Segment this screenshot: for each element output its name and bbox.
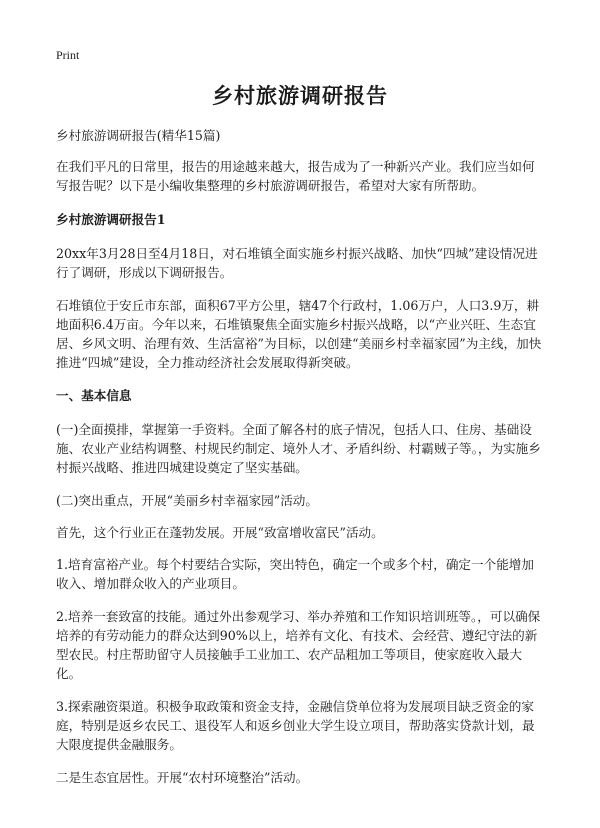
- paragraph-ecological-livability: 二是生态宜居性。开展“农村环境整治”活动。: [56, 770, 309, 785]
- intro-paragraph: 在我们平凡的日常里，报告的用途越来越大，报告成为了一种新兴产业。我们应当如何写报告呢？以下是小编收集整理的乡村旅游调研报告，希望对大家有所帮助。: [56, 159, 535, 193]
- report-heading: 乡村旅游调研报告1: [56, 212, 166, 227]
- paragraph-survey-period: 20xx年3月28日至4月18日，对石堆镇全面实施乡村振兴战略、加快“四城”建设情况进行了调研，形成以下调研报告。: [56, 246, 538, 280]
- list-item-financing-channels: 3.探索融资渠道。积极争取政策和资金支持，金融信贷单位将为发展项目缺乏资金的家庭，特别是返乡农民工、退役军人和返乡创业大学生设立项目，帮助落实贷款计划，最大限度提供金融服务。: [56, 699, 535, 752]
- section-heading-basic-info: 一、基本信息: [56, 388, 132, 403]
- print-link[interactable]: Print: [56, 48, 80, 62]
- document-title: 乡村旅游调研报告: [212, 83, 388, 108]
- list-item-skills-training: 2.培养一套致富的技能。通过外出参观学习、举办养殖和工作知识培训班等。，可以确保培养的有劳动能力的群众达到90%以上，培养有文化、有技术、会经营、遵纪守法的新型农民。村庄帮助留守人员接触手工业加工、农产品粗加工等项目，使家庭收入最大化。: [56, 609, 541, 681]
- paragraph-highlight-activity: (二)突出重点，开展“美丽乡村幸福家园”活动。: [56, 493, 318, 508]
- paragraph-survey-details: (一)全面摸排，掌握第一手资料。全面了解各村的底子情况，包括人口、住房、基础设施、农业产业结构调整、村规民约制定、境外人才、矛盾纠纷、村霸贼子等。，为实施乡村振兴战略、推进四城建设奠定了坚实基础。: [56, 422, 541, 475]
- paragraph-town-overview: 石堆镇位于安丘市东部，面积67平方公里，辖47个行政村，1.06万户，人口3.9万，耕地面积6.4万亩。今年以来，石堆镇聚焦全面实施乡村振兴战略，以“产业兴旺、生态宜居、乡风文明、治理有效、生活富裕”为目标，以创建“美丽乡村幸福家园”为主线，加快推进“四城”建设，全力推动经济社会发展取得新突破。: [56, 298, 542, 370]
- paragraph-industry-first: 首先，这个行业正在蓬勃发展。开展“致富增收富民”活动。: [56, 525, 384, 540]
- document-subtitle: 乡村旅游调研报告(精华15篇): [56, 128, 221, 143]
- list-item-cultivate-industry: 1.培育富裕产业。每个村要结合实际，突出特色，确定一个或多个村，确定一个能增加收入、增加群众收入的产业项目。: [56, 557, 534, 591]
